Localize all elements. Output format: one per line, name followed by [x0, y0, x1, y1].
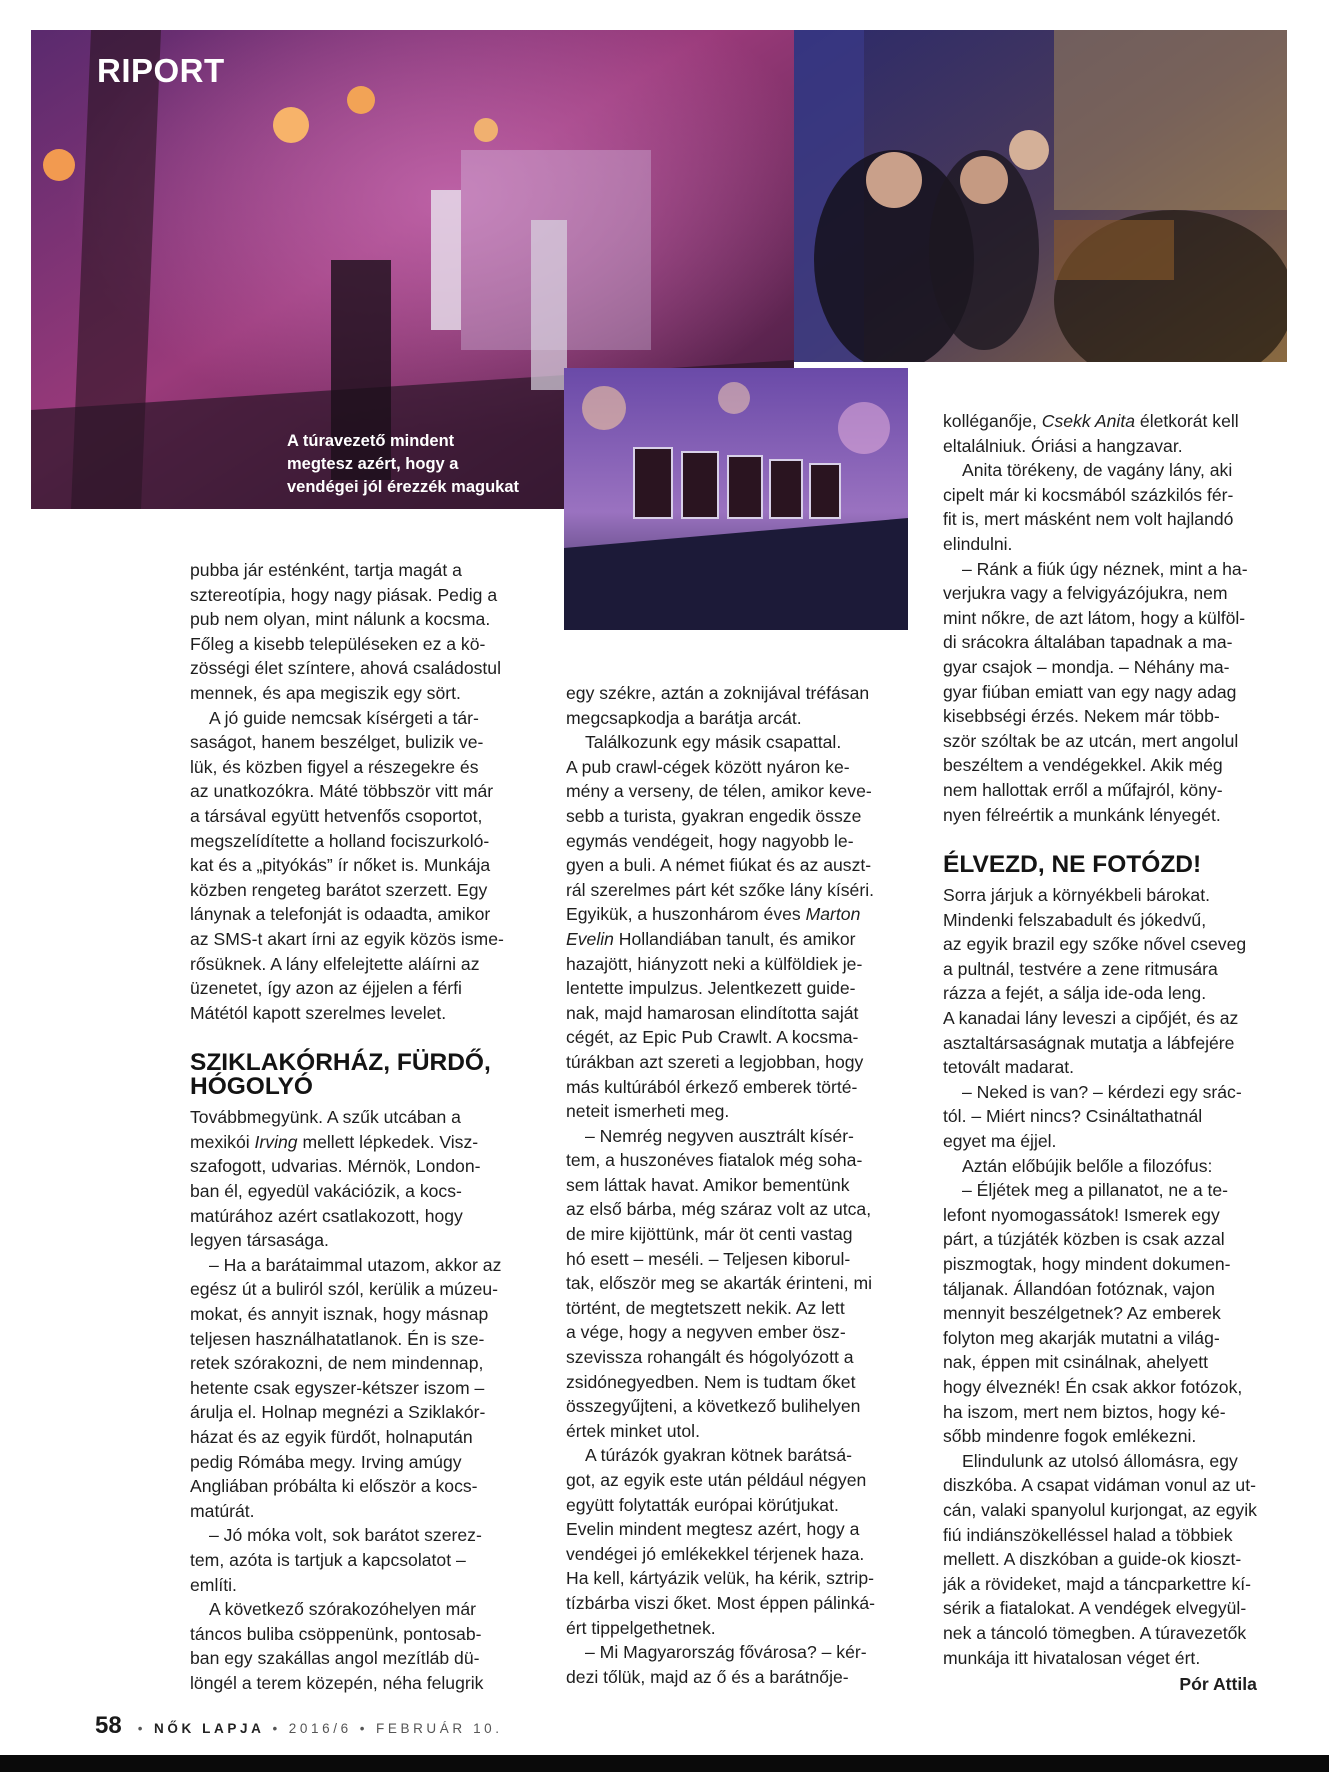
pub-group-photo [794, 30, 1287, 362]
paragraph: – Neked is van? – kérdezi egy srác- tól. – Miért nincs? Csináltathatnál egyet ma éjjel. [943, 1081, 1242, 1152]
article-column-3 [943, 409, 1257, 1697]
paragraph: Elindulunk az utolsó állomásra, egy diszkóba. A csapat vidáman vonul az ut- cán, valaki spanyolul kurjongat, az egyik fiú indiánszökelléssel halad a többiek mellett. A diszkóban a guide-ok kioszt- ják a rövideket, majd a táncparkettre kí- sérik a fiatalokat. A vendégek elvegyül- nek a táncoló tömegben. A túravezetők munkája itt hivatalosan véget ért. [943, 1450, 1257, 1668]
paragraph: A jó guide nemcsak kísérgeti a tár- saságot, hanem beszélget, bulizik ve- lük, és közben figyel a részegekre és az unatkozókra. Máté többször vitt már a társával együtt hetvenfős csoportot, megszelídítette a holland fociszurkoló- kat és a „pityókás” ír nőket is. Munkája közben rengeteg barátot szerzett. Egy lánynak a telefonját is odaadta, amikor az SMS-t akart írni az egyik közös isme- rősüknek. A lány elfelejtette aláírni az üzenetet, így azon az éjjelen a férfi Mátétól kapott szerelmes levelet. [190, 707, 504, 1023]
paragraph: kolléganője, Csekk Anita életkorát kell eltalálniuk. Óriási a hangzavar. [943, 411, 1239, 456]
paragraph: Találkozunk egy másik csapattal. A pub crawl-cégek között nyáron ke- mény a verseny, de télen, amikor keve- sebb a turista, gyakran engedik össze egymás vendégeit, hogy nagyobb le- gyen a buli. A német fiúkat és az auszt- rál szerelmes párt két szőke lány kíséri. Egyikük, a huszonhárom éves Marton Evelin Hollandiában tanult, és amikor hazajött, hiányzott neki a külföldiek je- lentette impulzus. Jelentkezett guide- nak, majd hamarosan elindította saját cégét, az Epic Pub Crawlt. A kocsma- túrákban azt szereti a legjobban, hogy más kultúrából érkező emberek törté- neteit ismerheti meg. [566, 732, 874, 1122]
caption-line: megtesz azért, hogy a [287, 455, 459, 473]
paragraph: egy székre, aztán a zoknijával tréfásan megcsapkodja a barátja arcát. [566, 683, 870, 728]
article-column-2 [566, 681, 875, 1689]
issue-number: 2016/6 [288, 1721, 352, 1736]
paragraph: – Éljétek meg a pillanatot, ne a te- lefont nyomogassátok! Ismerek egy párt, a túzjáték közben is csak azzal piszmogtak, hogy mindent dokumen- táljanak. Állandóan fotóznak, vajon mennyit beszélgetnek? Az emberek folyton meg akarják mutatni a világ- nak, éppen mit csinálnak, ahelyett hogy élveznék! Én csak akkor fotózok, ha iszom, mert nem biztos, hogy ké- sőbb mindenre fogok emlékezni. [943, 1180, 1243, 1447]
paragraph: – Mi Magyarország fővárosa? – kér- dezi tőlük, majd az ő és a barátnője- [566, 1642, 867, 1687]
paragraph: – Ha a barátaimmal utazom, akkor az egész út a buliról szól, kerülik a múzeu- mokat, és annyit isznak, hogy másnap teljesen használhatatlanok. Én is sze- retek szórakozni, de nem mindennap, hetente csak egyszer-kétszer iszom – árulja el. Holnap megnézi a Sziklakór- házat és az egyik fürdőt, holnapután pedig Rómába megy. Irving amúgy Angliában próbálta ki először a kocs- matúrát. [190, 1254, 502, 1521]
separator-dot: • [272, 1721, 281, 1736]
paragraph: – Nemrég negyven ausztrált kísér- tem, a huszonéves fiatalok még soha- sem láttak havat. Amikor bementünk az első bárba, még száraz volt az utca, de mire kijöttünk, már öt centi vastag hó esett – meséli. – Teljesen kiborul- tak, először meg se akarták érinteni, mi történt, de megtetszett nekik. Az lett a vége, hogy a negyven ember ösz- szevissza rohangált és hógolyózott a zsidónegyedben. Nem is tudtam őket összegyűjteni, a következő bulihelyen értek minket utol. [566, 1125, 873, 1441]
paragraph: – Ránk a fiúk úgy néznek, mint a ha- verjukra vagy a felvigyázójukra, nem mint nőkre, de azt látom, hogy a külföl- di srácokra általában tapadnak a ma- gyar csajok – mondja. – Néhány ma- gyar fiúban emiatt van egy nagy adag kisebbségi érzés. Nekem már több- ször szóltak be az utcán, mert angolul beszéltem a vendégekkel. Akik még nem hallottak erről a műfajról, köny- nyen félreértik a munkánk lényegét. [943, 558, 1248, 825]
paragraph: Sorra járjuk a környékbeli bárokat. Mindenki felszabadult és jókedvű, az egyik brazil egy szőke nővel cseveg a pultnál, testvére a zene ritmusára rázza a fejét, a sálja ide-oda leng. A kanadai lány leveszi a cipőjét, és az asztaltársaságnak mutatja a lábfejére tetovált madarat. [943, 885, 1247, 1078]
caption-line: A túravezető mindent [287, 432, 455, 450]
page-number: 58 [95, 1712, 122, 1739]
photo-caption [287, 430, 557, 499]
paragraph: A túrázók gyakran kötnek barátsá- got, az egyik este után például négyen együtt folytatták európai körútjukat. Evelin mindent megtesz azért, hogy a vendégei jó emlékekkel térjenek haza. Ha kell, kártyázik velük, ha kérik, sztrip- tízbárba viszi őket. Most éppen pálinká- ért tippelgethetnek. [566, 1445, 876, 1638]
paragraph: pubba jár esténként, tartja magát a sztereotípia, hogy nagy piásak. Pedig a pub nem olyan, mint nálunk a kocsma. Főleg a kisebb településeken ez a kö- zösségi élet színtere, ahová családostul mennek, és apa megiszik egy sört. [190, 560, 502, 703]
paragraph: Aztán előbújik belőle a filozófus: [962, 1155, 1213, 1176]
section-heading: SZIKLAKÓRHÁZ, FÜRDŐ, HÓGOLYÓ [190, 1049, 491, 1101]
shot-glasses-photo [564, 368, 908, 630]
caption-line: vendégei jól érezzék magukat [287, 478, 520, 496]
section-label: RIPORT [97, 52, 225, 89]
article-column-1 [190, 558, 504, 1696]
bottom-bar [0, 1755, 1329, 1772]
paragraph: – Jó móka volt, sok barátot szerez- tem, azóta is tartjuk a kapcsolatot – említi. [190, 1525, 482, 1595]
author-byline: Pór Attila [1179, 1674, 1257, 1695]
separator-dot: • [137, 1721, 147, 1736]
paragraph: A következő szórakozóhelyen már táncos buliba csöppenünk, pontosab- ban egy szakállas angol mezítláb dü- löngél a terem közepén, néha felugrik [190, 1599, 484, 1693]
publication-name: NŐK LAPJA [154, 1721, 265, 1736]
page-footer [95, 1712, 503, 1740]
issue-date: FEBRUÁR 10. [376, 1721, 503, 1736]
paragraph: Anita törékeny, de vagány lány, aki cipelt már ki kocsmából százkilós fér- fit is, mert másként nem volt hajlandó elindulni. [943, 460, 1234, 554]
section-heading: ÉLVEZD, NE FOTÓZD! [943, 851, 1202, 879]
paragraph: Továbbmegyünk. A szűk utcában a mexikói Irving mellett lépkedek. Visz- szafogott, udvarias. Mérnök, London- ban él, egyedül vakációzik, a kocs- matúrához azért csatlakozott, hogy legyen társasága. [190, 1107, 481, 1251]
separator-dot: • [359, 1721, 369, 1736]
